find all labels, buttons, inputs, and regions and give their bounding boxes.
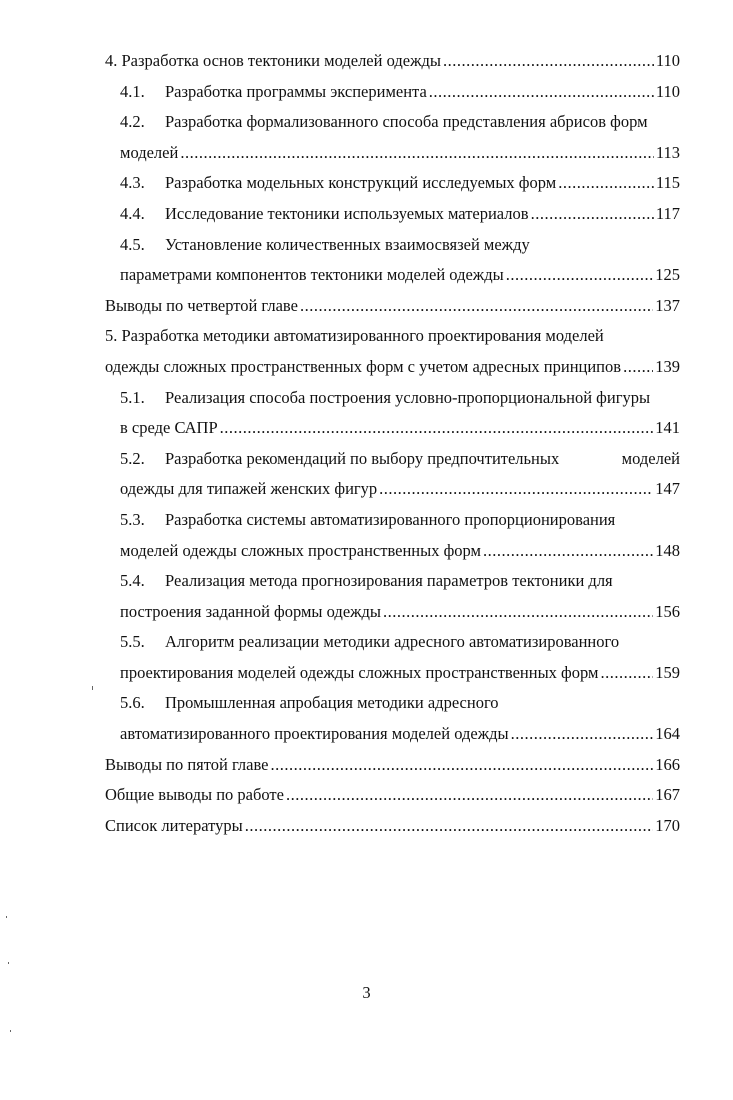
toc-entry-line	[105, 566, 680, 597]
toc-leader-dots	[623, 352, 653, 383]
toc-leader-dots	[506, 260, 654, 291]
toc-entry-title: Промышленная апробация методики адресного	[165, 693, 499, 713]
toc-page-number: 137	[655, 295, 680, 315]
toc-entry-continuation	[105, 474, 680, 505]
toc-entry	[105, 780, 680, 811]
toc-entry	[105, 750, 680, 781]
toc-leader-dots	[180, 138, 654, 169]
toc-entry	[105, 46, 680, 77]
toc-entry-number: 5.6.	[120, 693, 145, 713]
toc-entry-number: 5.2.	[120, 448, 145, 468]
toc-entry-title: моделей	[120, 142, 179, 162]
toc-entry-title: Исследование тектоники используемых материалов	[165, 203, 529, 223]
toc-page-number: 164	[655, 724, 680, 744]
toc-leader-dots	[270, 750, 653, 781]
toc-entry-line	[105, 107, 680, 138]
toc-entry-line	[105, 627, 680, 658]
scan-speck	[6, 916, 7, 918]
table-of-contents	[105, 46, 680, 841]
toc-leader-dots	[429, 77, 654, 108]
toc-entry-number: 4.1.	[120, 81, 145, 101]
toc-page-number: 139	[655, 356, 680, 376]
toc-entry-title: проектирования моделей одежды сложных пространственных форм	[120, 662, 599, 682]
toc-leader-dots	[558, 168, 654, 199]
toc-entry-number: 4.3.	[120, 173, 145, 193]
toc-entry-number: 4.2.	[120, 112, 145, 132]
toc-leader-dots	[245, 811, 654, 842]
toc-entry-title: Список литературы	[105, 815, 243, 835]
toc-page-number: 117	[655, 203, 680, 223]
toc-entry-continuation	[105, 719, 680, 750]
toc-leader-dots	[379, 474, 653, 505]
toc-entry-line	[105, 505, 680, 536]
toc-entry-title: Разработка формализованного способа представления абрисов форм	[165, 112, 648, 132]
toc-leader-dots	[286, 780, 653, 811]
toc-entry-title: Выводы по пятой главе	[105, 754, 269, 774]
toc-page-number: 110	[655, 81, 680, 101]
scan-speck	[10, 1030, 11, 1032]
toc-entry-title: параметрами компонентов тектоники моделей одежды	[120, 265, 504, 285]
toc-entry	[105, 291, 680, 322]
toc-leader-dots	[511, 719, 654, 750]
toc-entry-title: одежды сложных пространственных форм с учетом адресных принципов	[105, 356, 622, 376]
scan-speck	[8, 962, 9, 964]
toc-entry-continuation	[105, 413, 680, 444]
toc-page-number: 147	[655, 479, 680, 499]
toc-entry-title: Разработка системы автоматизированного пропорционирования	[165, 509, 616, 529]
toc-entry-title: Установление количественных взаимосвязей между	[165, 234, 530, 254]
toc-entry-title: Алгоритм реализации методики адресного автоматизированного	[165, 632, 620, 652]
toc-page-number: 159	[655, 662, 680, 682]
toc-entry	[105, 77, 680, 108]
toc-entry	[105, 168, 680, 199]
toc-entry-line	[105, 230, 680, 261]
toc-page-number: 167	[655, 785, 680, 805]
toc-entry	[105, 199, 680, 230]
toc-entry-title: Разработка рекомендаций по выбору предпочтительных	[165, 448, 560, 468]
toc-entry-continuation	[105, 352, 680, 383]
toc-entry-line	[105, 688, 680, 719]
toc-page-number: 170	[655, 815, 680, 835]
toc-entry-continuation	[105, 536, 680, 567]
scan-speck	[92, 686, 93, 690]
toc-entry-continuation	[105, 260, 680, 291]
toc-page-number: 156	[655, 601, 680, 621]
toc-entry-title: Разработка программы эксперимента	[165, 81, 427, 101]
toc-entry-line	[105, 383, 680, 414]
toc-entry-title: автоматизированного проектирования моделей одежды	[120, 724, 509, 744]
toc-entry-number: 5.3.	[120, 509, 145, 529]
page-number: 3	[362, 983, 371, 1002]
toc-page-number: 141	[655, 418, 680, 438]
toc-page-number: 125	[655, 265, 680, 285]
toc-entry-title: 4. Разработка основ тектоники моделей одежды	[105, 51, 441, 70]
toc-leader-dots	[483, 536, 653, 567]
toc-entry-title: Выводы по четвертой главе	[105, 295, 298, 315]
toc-entry-number: 4.5.	[120, 234, 145, 254]
toc-entry-title: моделей	[621, 448, 680, 468]
toc-entry-title: построения заданной формы одежды	[120, 601, 382, 621]
toc-entry-line	[105, 321, 680, 352]
toc-entry-title: Реализация способа построения условно-пропорциональной фигуры	[165, 387, 651, 407]
toc-entry-line	[105, 444, 680, 475]
toc-page-number: 115	[655, 173, 680, 193]
toc-entry-title: моделей одежды сложных пространственных форм	[120, 540, 481, 560]
toc-entry-number: 5.4.	[120, 571, 145, 591]
toc-page-number: 166	[655, 754, 680, 774]
toc-entry-number: 4.4.	[120, 203, 145, 223]
toc-entry	[105, 811, 680, 842]
toc-entry-title: Реализация метода прогнозирования параметров тектоники для	[165, 571, 613, 591]
toc-leader-dots	[531, 199, 654, 230]
toc-entry-title: Общие выводы по работе	[105, 785, 284, 805]
toc-entry-title: 5. Разработка методики автоматизированного проектирования моделей	[105, 326, 604, 346]
toc-leader-dots	[443, 46, 654, 77]
toc-leader-dots	[300, 291, 653, 322]
toc-page-number: 113	[655, 142, 680, 162]
toc-entry-continuation	[105, 658, 680, 689]
toc-page-number: 110	[655, 51, 680, 70]
toc-entry-number: 5.1.	[120, 387, 145, 407]
toc-leader-dots	[600, 658, 653, 689]
toc-leader-dots	[383, 597, 653, 628]
toc-page-number: 148	[655, 540, 680, 560]
toc-entry-title: Разработка модельных конструкций исследуемых форм	[165, 173, 557, 193]
toc-leader-dots	[220, 413, 654, 444]
toc-entry-continuation	[105, 138, 680, 169]
toc-entry-number: 5.5.	[120, 632, 145, 652]
toc-entry-continuation	[105, 597, 680, 628]
toc-entry-title: одежды для типажей женских фигур	[120, 479, 378, 499]
toc-entry-title: в среде САПР	[120, 418, 218, 438]
